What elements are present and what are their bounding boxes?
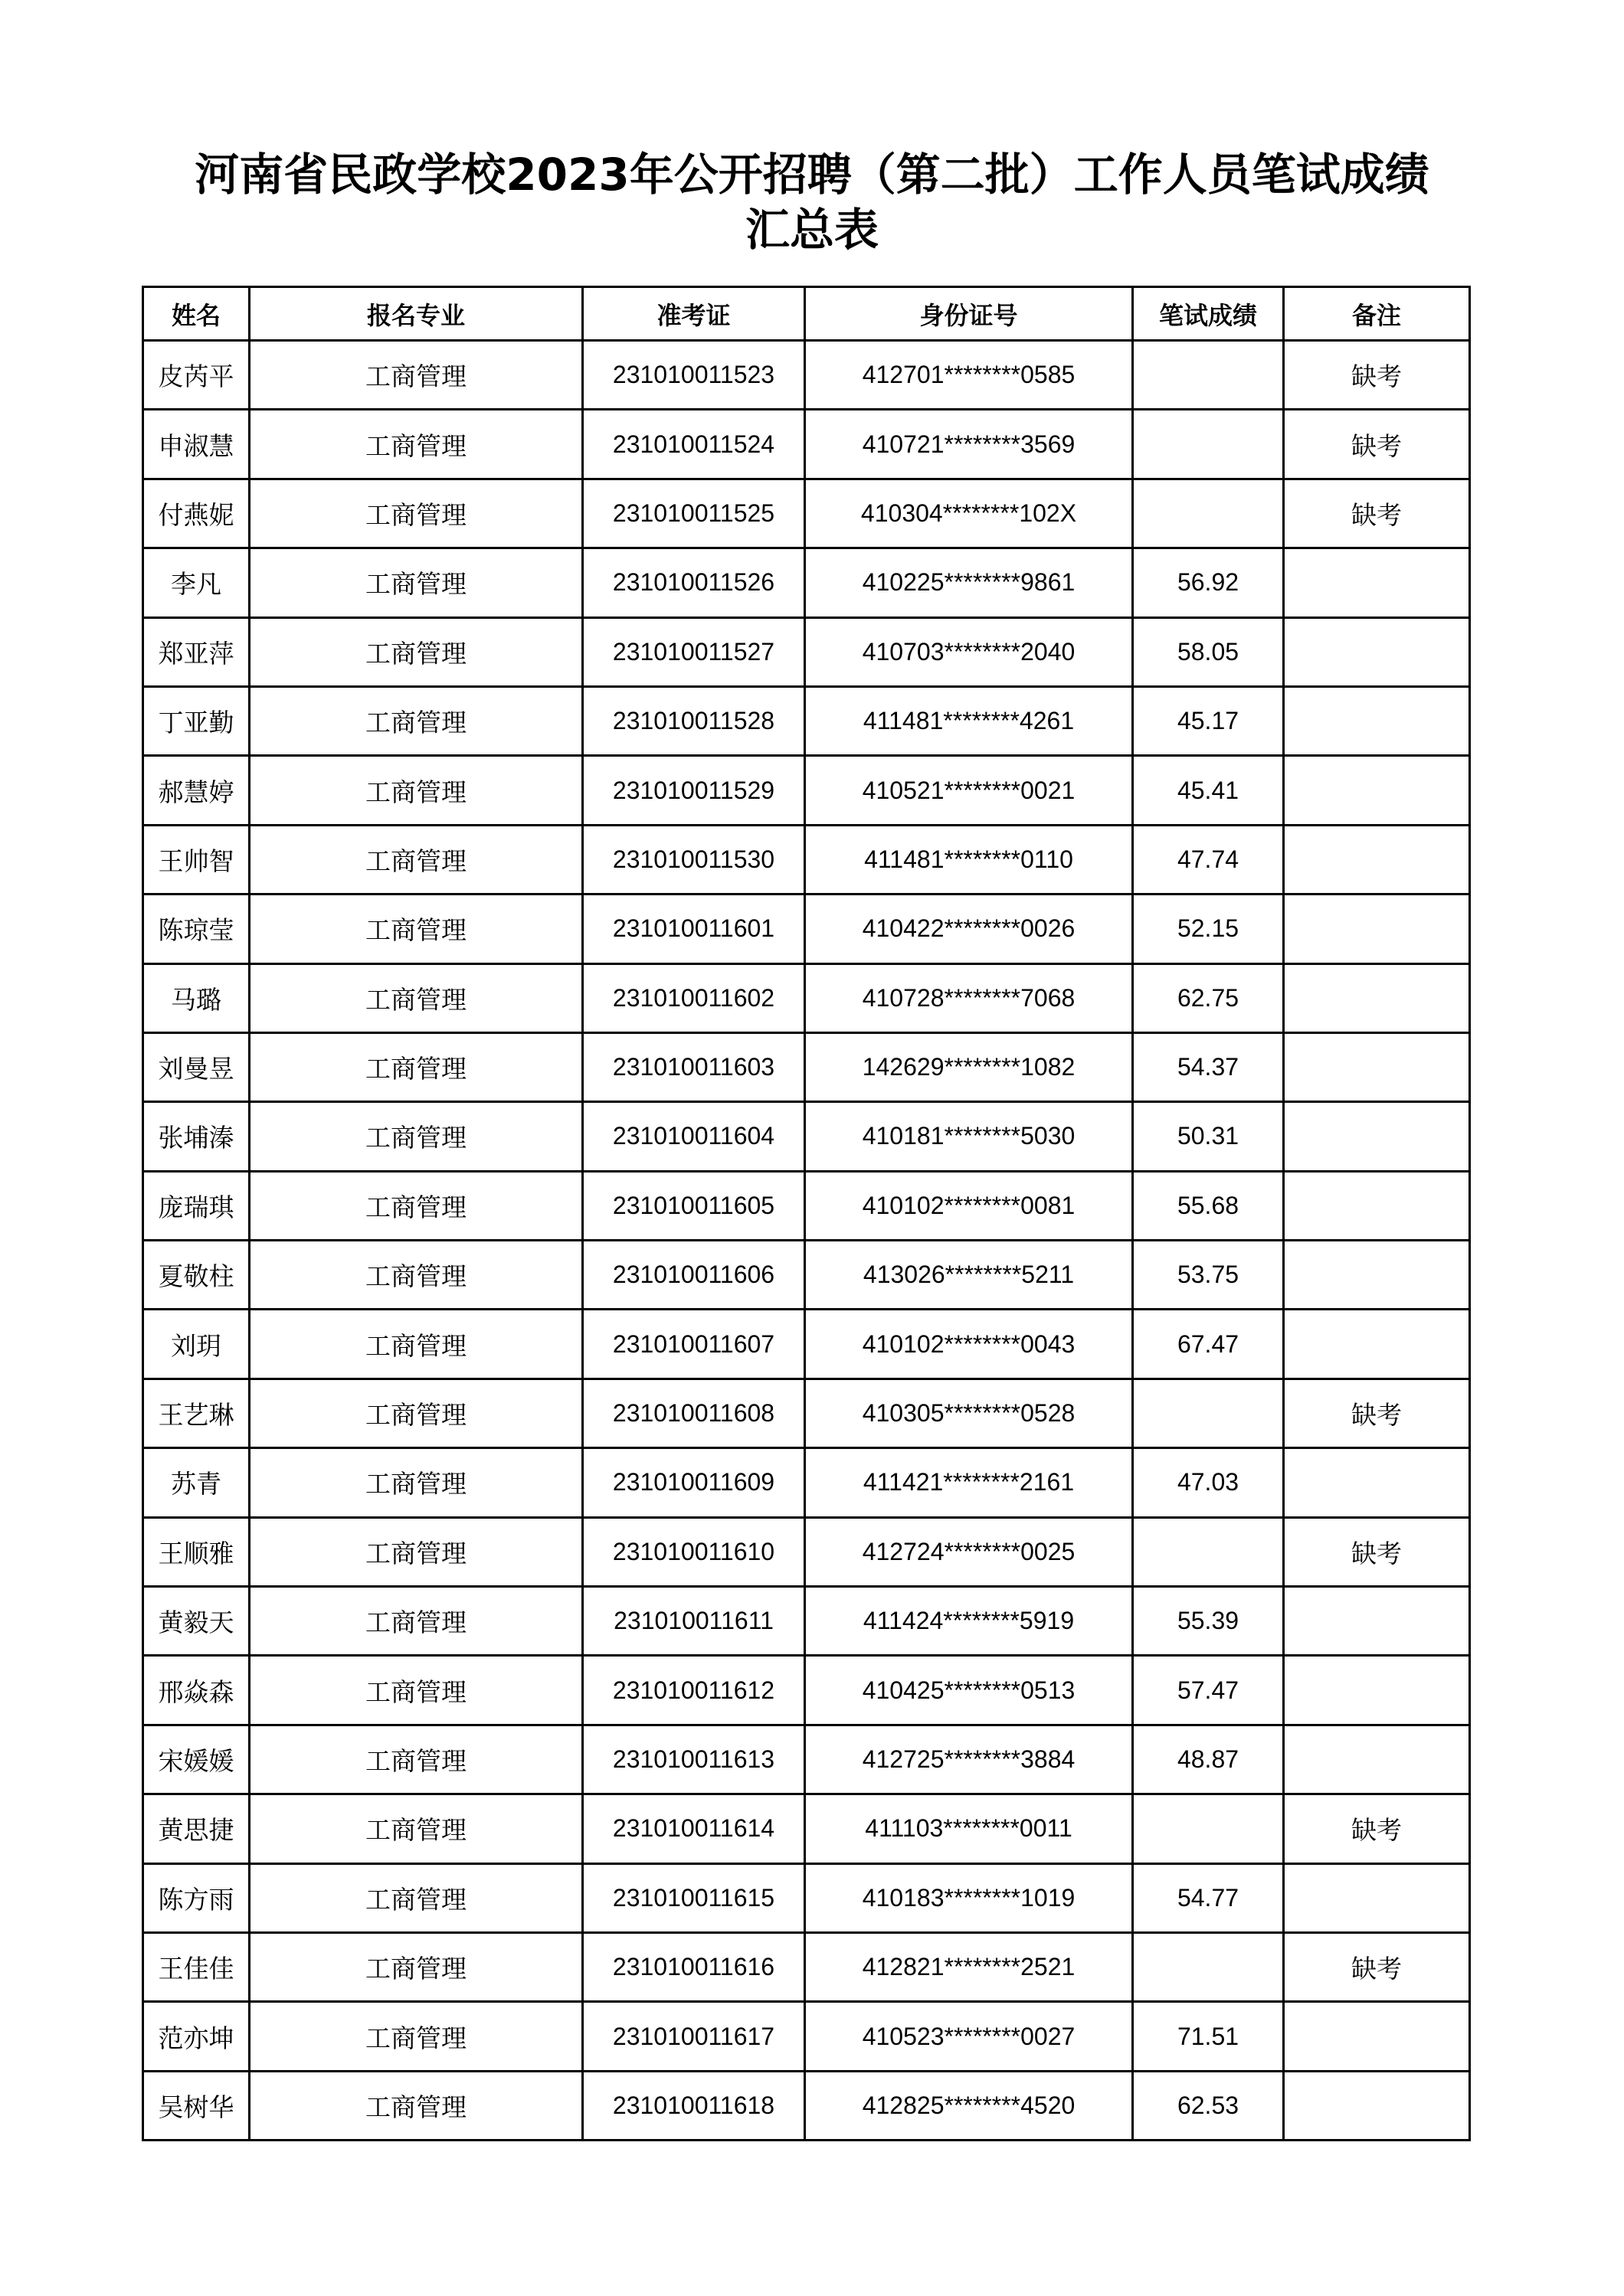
- cell-note: 缺考: [1284, 410, 1470, 479]
- cell-note: [1284, 1171, 1470, 1240]
- cell-score: 58.05: [1133, 617, 1284, 686]
- cell-ticket: 231010011603: [583, 1032, 805, 1101]
- cell-id-number: 410183********1019: [805, 1863, 1133, 1932]
- cell-ticket: 231010011611: [583, 1587, 805, 1656]
- cell-name: 马璐: [143, 963, 250, 1032]
- cell-score: 57.47: [1133, 1656, 1284, 1725]
- cell-score: [1133, 1517, 1284, 1586]
- cell-note: 缺考: [1284, 1379, 1470, 1447]
- cell-major: 工商管理: [250, 1102, 583, 1171]
- cell-ticket: 231010011610: [583, 1517, 805, 1586]
- title-line-1: 河南省民政学校2023年公开招聘（第二批）工作人员笔试成绩: [195, 149, 1429, 201]
- table-row: [143, 1863, 1470, 1932]
- cell-note: 缺考: [1284, 479, 1470, 548]
- cell-id-number: 411481********4261: [805, 686, 1133, 755]
- cell-name: 李凡: [143, 548, 250, 617]
- cell-name: 张埔溱: [143, 1102, 250, 1171]
- cell-id-number: 410422********0026: [805, 895, 1133, 963]
- cell-score: 54.37: [1133, 1032, 1284, 1101]
- cell-name: 苏青: [143, 1448, 250, 1517]
- cell-id-number: 413026********5211: [805, 1241, 1133, 1310]
- cell-ticket: 231010011612: [583, 1656, 805, 1725]
- cell-name: 邢焱森: [143, 1656, 250, 1725]
- cell-id-number: 410225********9861: [805, 548, 1133, 617]
- cell-note: [1284, 825, 1470, 894]
- table-row: [143, 410, 1470, 479]
- cell-major: 工商管理: [250, 1517, 583, 1586]
- cell-name: 刘玥: [143, 1310, 250, 1379]
- cell-score: 50.31: [1133, 1102, 1284, 1171]
- cell-score: 67.47: [1133, 1310, 1284, 1379]
- cell-id-number: 410728********7068: [805, 963, 1133, 1032]
- cell-score: 53.75: [1133, 1241, 1284, 1310]
- cell-name: 陈方雨: [143, 1863, 250, 1932]
- cell-major: 工商管理: [250, 1171, 583, 1240]
- cell-score: [1133, 410, 1284, 479]
- table-row: [143, 1725, 1470, 1794]
- cell-score: [1133, 479, 1284, 548]
- table-row: [143, 895, 1470, 963]
- cell-id-number: 410721********3569: [805, 410, 1133, 479]
- cell-score: 47.03: [1133, 1448, 1284, 1517]
- cell-note: [1284, 756, 1470, 825]
- table-row: [143, 963, 1470, 1032]
- cell-name: 陈琼莹: [143, 895, 250, 963]
- cell-note: [1284, 1587, 1470, 1656]
- cell-name: 王顺雅: [143, 1517, 250, 1586]
- cell-score: [1133, 1794, 1284, 1863]
- cell-id-number: 412701********0585: [805, 341, 1133, 410]
- cell-id-number: 410425********0513: [805, 1656, 1133, 1725]
- cell-id-number: 410703********2040: [805, 617, 1133, 686]
- cell-ticket: 231010011525: [583, 479, 805, 548]
- cell-major: 工商管理: [250, 1656, 583, 1725]
- cell-ticket: 231010011617: [583, 2002, 805, 2071]
- column-header-name: 姓名: [143, 287, 250, 341]
- cell-id-number: 411481********0110: [805, 825, 1133, 894]
- table-row: [143, 756, 1470, 825]
- cell-major: 工商管理: [250, 756, 583, 825]
- cell-name: 夏敬柱: [143, 1241, 250, 1310]
- cell-ticket: 231010011607: [583, 1310, 805, 1379]
- cell-major: 工商管理: [250, 1587, 583, 1656]
- column-header-score: 笔试成绩: [1133, 287, 1284, 341]
- cell-note: [1284, 1310, 1470, 1379]
- cell-major: 工商管理: [250, 1310, 583, 1379]
- cell-id-number: 142629********1082: [805, 1032, 1133, 1101]
- table-row: [143, 1032, 1470, 1101]
- cell-major: 工商管理: [250, 1932, 583, 2001]
- cell-note: 缺考: [1284, 341, 1470, 410]
- cell-score: 55.68: [1133, 1171, 1284, 1240]
- cell-major: 工商管理: [250, 341, 583, 410]
- table-row: [143, 617, 1470, 686]
- cell-score: 55.39: [1133, 1587, 1284, 1656]
- cell-note: [1284, 617, 1470, 686]
- cell-id-number: 411424********5919: [805, 1587, 1133, 1656]
- cell-score: 52.15: [1133, 895, 1284, 963]
- cell-ticket: 231010011615: [583, 1863, 805, 1932]
- cell-major: 工商管理: [250, 825, 583, 894]
- cell-note: [1284, 1656, 1470, 1725]
- cell-ticket: 231010011608: [583, 1379, 805, 1447]
- cell-score: [1133, 341, 1284, 410]
- cell-note: [1284, 2071, 1470, 2140]
- cell-id-number: 412821********2521: [805, 1932, 1133, 2001]
- cell-major: 工商管理: [250, 548, 583, 617]
- cell-id-number: 412825********4520: [805, 2071, 1133, 2140]
- cell-ticket: 231010011530: [583, 825, 805, 894]
- table-row: [143, 479, 1470, 548]
- cell-name: 郝慧婷: [143, 756, 250, 825]
- cell-score: 48.87: [1133, 1725, 1284, 1794]
- table-row: [143, 1794, 1470, 1863]
- cell-major: 工商管理: [250, 2002, 583, 2071]
- table-row: [143, 1448, 1470, 1517]
- cell-major: 工商管理: [250, 686, 583, 755]
- cell-score: [1133, 1932, 1284, 2001]
- cell-name: 宋媛媛: [143, 1725, 250, 1794]
- column-header-note: 备注: [1284, 287, 1470, 341]
- cell-id-number: 410521********0021: [805, 756, 1133, 825]
- cell-note: 缺考: [1284, 1794, 1470, 1863]
- cell-name: 王佳佳: [143, 1932, 250, 2001]
- column-header-id: 身份证号: [805, 287, 1133, 341]
- document-title: [0, 147, 1624, 257]
- cell-id-number: 410102********0081: [805, 1171, 1133, 1240]
- cell-ticket: 231010011526: [583, 548, 805, 617]
- cell-note: [1284, 686, 1470, 755]
- cell-note: [1284, 1448, 1470, 1517]
- cell-note: [1284, 1863, 1470, 1932]
- cell-major: 工商管理: [250, 1725, 583, 1794]
- table-row: [143, 548, 1470, 617]
- cell-score: 56.92: [1133, 548, 1284, 617]
- cell-ticket: 231010011527: [583, 617, 805, 686]
- cell-major: 工商管理: [250, 1032, 583, 1101]
- table-row: [143, 2002, 1470, 2071]
- score-table: [142, 286, 1471, 2141]
- cell-name: 刘曼昱: [143, 1032, 250, 1101]
- cell-score: 47.74: [1133, 825, 1284, 894]
- cell-ticket: 231010011616: [583, 1932, 805, 2001]
- cell-note: [1284, 1725, 1470, 1794]
- cell-ticket: 231010011601: [583, 895, 805, 963]
- cell-score: [1133, 1379, 1284, 1447]
- cell-major: 工商管理: [250, 1379, 583, 1447]
- cell-name: 郑亚萍: [143, 617, 250, 686]
- cell-name: 皮芮平: [143, 341, 250, 410]
- table-row: [143, 825, 1470, 894]
- cell-id-number: 410304********102X: [805, 479, 1133, 548]
- cell-name: 付燕妮: [143, 479, 250, 548]
- cell-note: 缺考: [1284, 1932, 1470, 2001]
- cell-note: [1284, 2002, 1470, 2071]
- cell-note: [1284, 1241, 1470, 1310]
- cell-id-number: 411103********0011: [805, 1794, 1133, 1863]
- cell-score: 71.51: [1133, 2002, 1284, 2071]
- cell-note: [1284, 895, 1470, 963]
- cell-note: [1284, 963, 1470, 1032]
- cell-score: 45.17: [1133, 686, 1284, 755]
- cell-score: 62.53: [1133, 2071, 1284, 2140]
- table-row: [143, 1102, 1470, 1171]
- cell-ticket: 231010011613: [583, 1725, 805, 1794]
- cell-major: 工商管理: [250, 1794, 583, 1863]
- table-row: [143, 1656, 1470, 1725]
- cell-major: 工商管理: [250, 1448, 583, 1517]
- cell-score: 45.41: [1133, 756, 1284, 825]
- cell-id-number: 412725********3884: [805, 1725, 1133, 1794]
- table-row: [143, 686, 1470, 755]
- cell-note: [1284, 548, 1470, 617]
- cell-ticket: 231010011609: [583, 1448, 805, 1517]
- cell-ticket: 231010011523: [583, 341, 805, 410]
- cell-ticket: 231010011528: [583, 686, 805, 755]
- cell-name: 范亦坤: [143, 2002, 250, 2071]
- cell-name: 庞瑞琪: [143, 1171, 250, 1240]
- cell-name: 黄毅天: [143, 1587, 250, 1656]
- cell-id-number: 410181********5030: [805, 1102, 1133, 1171]
- table-row: [143, 2071, 1470, 2140]
- table-row: [143, 1379, 1470, 1447]
- cell-id-number: 410305********0528: [805, 1379, 1133, 1447]
- cell-major: 工商管理: [250, 479, 583, 548]
- cell-name: 申淑慧: [143, 410, 250, 479]
- title-line-2: 汇总表: [745, 204, 879, 256]
- table-header-row: [143, 287, 1470, 341]
- cell-note: [1284, 1032, 1470, 1101]
- cell-major: 工商管理: [250, 617, 583, 686]
- cell-score: 54.77: [1133, 1863, 1284, 1932]
- cell-major: 工商管理: [250, 963, 583, 1032]
- cell-ticket: 231010011605: [583, 1171, 805, 1240]
- cell-id-number: 410523********0027: [805, 2002, 1133, 2071]
- table-row: [143, 1587, 1470, 1656]
- cell-id-number: 411421********2161: [805, 1448, 1133, 1517]
- table-row: [143, 1932, 1470, 2001]
- cell-ticket: 231010011618: [583, 2071, 805, 2140]
- cell-note: 缺考: [1284, 1517, 1470, 1586]
- cell-name: 王帅智: [143, 825, 250, 894]
- cell-major: 工商管理: [250, 1241, 583, 1310]
- table-body: [143, 341, 1470, 2141]
- cell-name: 黄思捷: [143, 1794, 250, 1863]
- cell-id-number: 412724********0025: [805, 1517, 1133, 1586]
- cell-major: 工商管理: [250, 895, 583, 963]
- cell-id-number: 410102********0043: [805, 1310, 1133, 1379]
- table-row: [143, 1171, 1470, 1240]
- table-row: [143, 341, 1470, 410]
- cell-major: 工商管理: [250, 2071, 583, 2140]
- cell-ticket: 231010011614: [583, 1794, 805, 1863]
- cell-ticket: 231010011529: [583, 756, 805, 825]
- cell-name: 丁亚勤: [143, 686, 250, 755]
- cell-score: 62.75: [1133, 963, 1284, 1032]
- cell-ticket: 231010011524: [583, 410, 805, 479]
- cell-name: 吴树华: [143, 2071, 250, 2140]
- table-row: [143, 1517, 1470, 1586]
- cell-major: 工商管理: [250, 1863, 583, 1932]
- table-row: [143, 1310, 1470, 1379]
- cell-name: 王艺琳: [143, 1379, 250, 1447]
- column-header-ticket: 准考证: [583, 287, 805, 341]
- cell-ticket: 231010011604: [583, 1102, 805, 1171]
- cell-ticket: 231010011602: [583, 963, 805, 1032]
- cell-major: 工商管理: [250, 410, 583, 479]
- column-header-major: 报名专业: [250, 287, 583, 341]
- cell-ticket: 231010011606: [583, 1241, 805, 1310]
- table-row: [143, 1241, 1470, 1310]
- cell-note: [1284, 1102, 1470, 1171]
